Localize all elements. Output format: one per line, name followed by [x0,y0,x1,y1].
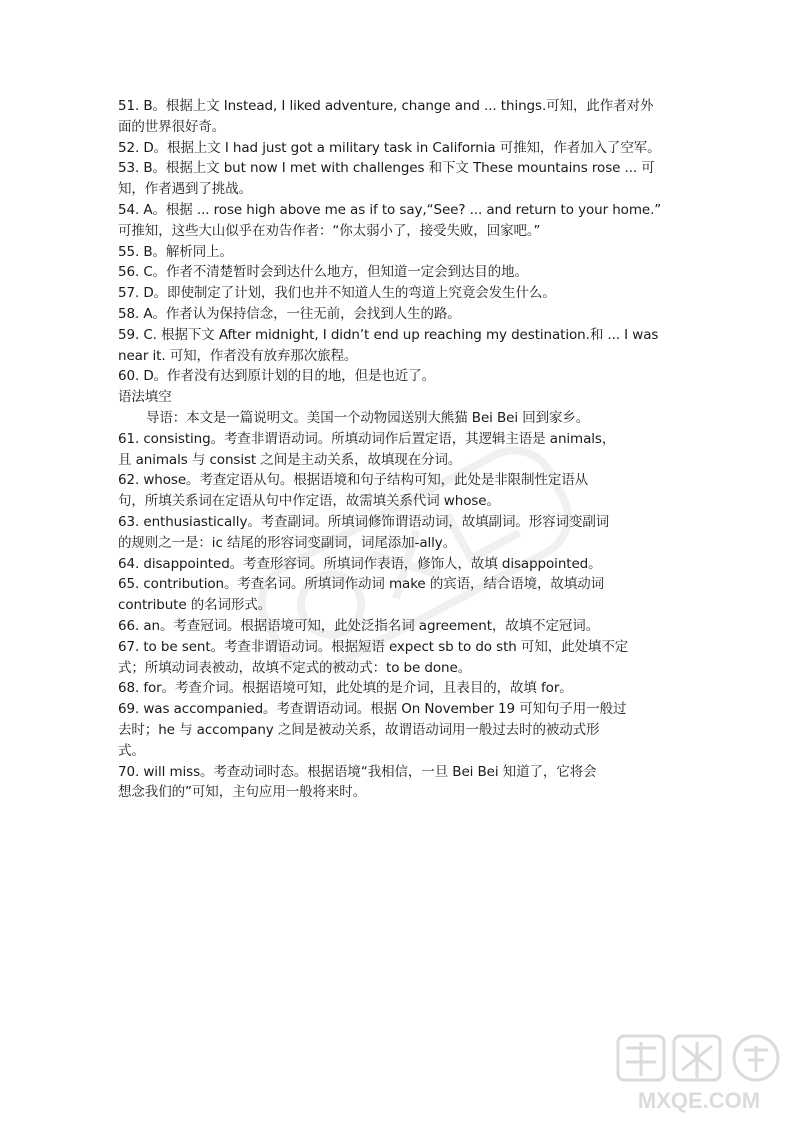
text-line: 可推知，这些大山似乎在劝告作者：“你太弱小了，接受失败，回家吧。” [118,222,541,239]
text-line: 54. A。根据 ... rose high above me as if to say,“See? ... and return to your home.” [118,201,662,218]
text-line: 70. will miss。考查动词时态。根据语境“我相信，一旦 Bei Bei 知道了，它将会 [118,763,597,780]
text-line: 式。 [118,742,145,759]
text-line: 知，作者遇到了挑战。 [118,181,252,198]
text-line: 导语：本文是一篇说明文。美国一个动物园送别大熊猫 Bei Bei 回到家乡。 [146,409,590,426]
text-line: 55. B。解析同上。 [118,243,233,260]
text-line: 58. A。作者认为保持信念，一往无前，会找到人生的路。 [118,305,461,322]
text-line: 去时；he 与 accompany 之间是被动关系，故谓语动词用一般过去时的被动式形 [118,721,600,738]
text-line: near it. 可知，作者没有放弃那次旅程。 [118,347,358,364]
text-line: 语法填空 [118,389,172,406]
text-line: 52. D。根据上文 I had just got a military task in California 可推知，作者加入了空军。 [118,139,661,156]
text-line: 想念我们的”可知，主句应用一般将来时。 [118,784,367,801]
text-line: 且 animals 与 consist 之间是主动关系，故填现在分词。 [118,451,462,468]
text-line: 59. C. 根据下文 After midnight, I didn’t end up reaching my destination.和 ... I was [118,326,659,343]
answer-site-logo-icon [612,1030,787,1115]
text-line: 65. contribution。考查名词。所填词作动词 make 的宾语，结合语境，故填动词 [118,576,605,593]
text-line: 57. D。即使制定了计划，我们也并不知道人生的弯道上究竟会发生什么。 [118,285,556,302]
text-line: 60. D。作者没有达到原计划的目的地，但是也近了。 [118,368,436,385]
text-line: 句，所填关系词在定语从句中作定语，故需填关系代词 whose。 [118,493,500,510]
document-body [118,96,678,803]
text-line: 式；所填动词表被动，故填不定式的被动式：to be done。 [118,659,472,676]
text-line: 63. enthusiastically。考查副词。所填词修饰谓语动词，故填副词。形容词变副词 [118,513,610,530]
text-line: contribute 的名词形式。 [118,597,272,614]
text-line: 53. B。根据上文 but now I met with challenges 和下文 These mountains rose ... 可 [118,160,655,177]
text-line: 64. disappointed。考查形容词。所填词作表语，修饰人，故填 disappointed。 [118,555,602,572]
text-line: 66. an。考查冠词。根据语境可知，此处泛指名词 agreement，故填不定冠词。 [118,617,600,634]
text-line: 69. was accompanied。考查谓语动词。根据 On November 19 可知句子用一般过 [118,701,627,718]
text-line: 68. for。考查介词。根据语境可知，此处填的是介词，且表目的，故填 for。 [118,680,573,697]
text-line: 62. whose。考查定语从句。根据语境和句子结构可知，此处是非限制性定语从 [118,472,589,489]
text-line: 61. consisting。考查非谓语动词。所填动词作后置定语，其逻辑主语是 animals， [118,430,616,447]
text-line: 56. C。作者不清楚暂时会到达什么地方，但知道一定会到达目的地。 [118,264,528,281]
text-line: 67. to be sent。考查非谓语动词。根据短语 expect sb to do sth 可知，此处填不定 [118,638,629,655]
text-line: 的规则之一是：ic 结尾的形容词变副词，词尾添加-ally。 [118,534,457,551]
text-line: 面的世界很好奇。 [118,118,226,135]
text-line: 51. B。根据上文 Instead, I liked adventure, change and ... things.可知，此作者对外 [118,98,654,114]
watermark-domain-text: MXQE.COM [637,1088,761,1113]
